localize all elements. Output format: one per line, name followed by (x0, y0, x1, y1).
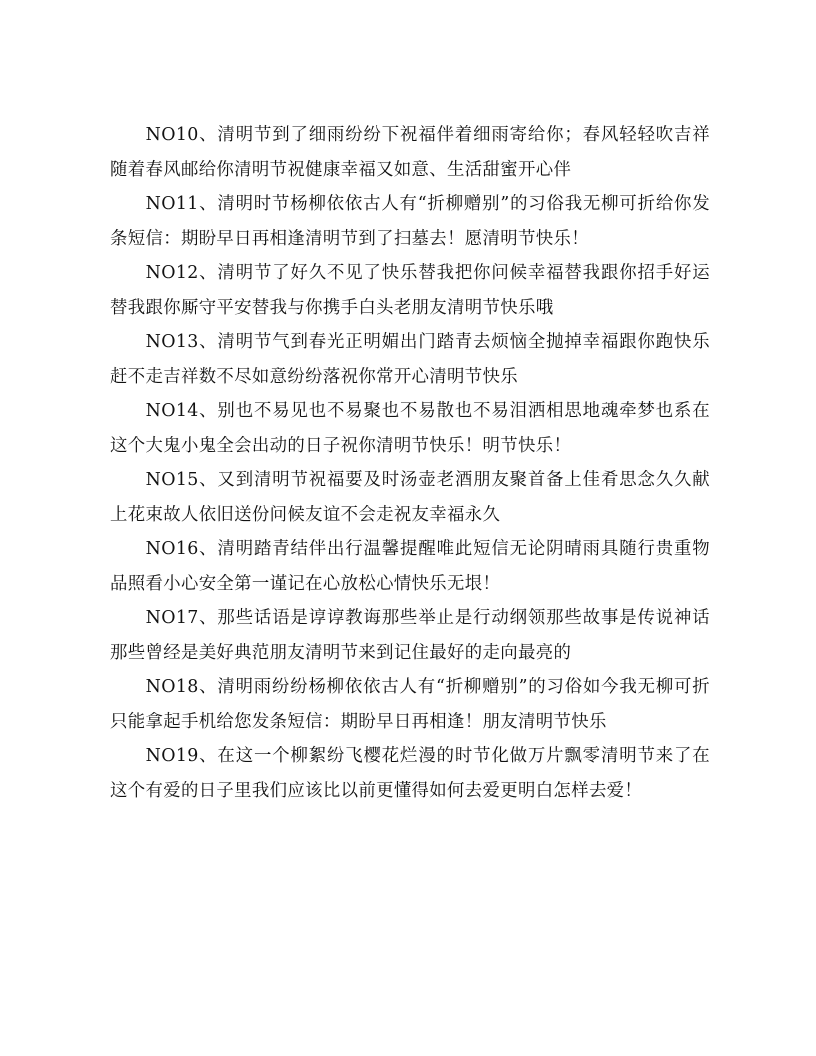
paragraph-no12: NO12、清明节了好久不见了快乐替我把你问候幸福替我跟你招手好运替我跟你厮守平安替我与你携手白头老朋友清明节快乐哦 (110, 263, 710, 318)
paragraph-no11: NO11、清明时节杨柳依依古人有“折柳赠别”的习俗我无柳可折给你发条短信：期盼早日再相逢清明节到了扫墓去！愿清明节快乐！ (110, 194, 710, 249)
paragraph-no10: NO10、清明节到了细雨纷纷下祝福伴着细雨寄给你；春风轻轻吹吉祥随着春风邮给你清明节祝健康幸福又如意、生活甜蜜开心伴 (110, 125, 710, 180)
paragraph-no18: NO18、清明雨纷纷杨柳依依古人有“折柳赠别”的习俗如今我无柳可折只能拿起手机给您发条短信：期盼早日再相逢！朋友清明节快乐 (110, 677, 710, 732)
paragraph-no16: NO16、清明踏青结伴出行温馨提醒唯此短信无论阴晴雨具随行贵重物品照看小心安全第一谨记在心放松心情快乐无垠！ (110, 539, 710, 594)
paragraph-no19: NO19、在这一个柳絮纷飞樱花烂漫的时节化做万片飘零清明节来了在这个有爱的日子里我们应该比以前更懂得如何去爱更明白怎样去爱！ (110, 746, 710, 801)
paragraph-no14: NO14、别也不易见也不易聚也不易散也不易泪洒相思地魂牵梦也系在这个大鬼小鬼全会出动的日子祝你清明节快乐！明节快乐！ (110, 401, 710, 456)
document-body (110, 118, 710, 808)
paragraph-no13: NO13、清明节气到春光正明媚出门踏青去烦恼全抛掉幸福跟你跑快乐赶不走吉祥数不尽如意纷纷落祝你常开心清明节快乐 (110, 332, 710, 387)
paragraph-no17: NO17、那些话语是谆谆教诲那些举止是行动纲领那些故事是传说神话那些曾经是美好典范朋友清明节来到记住最好的走向最亮的 (110, 608, 710, 663)
paragraph-no15: NO15、又到清明节祝福要及时汤壶老酒朋友聚首备上佳肴思念久久献上花束故人依旧送份问候友谊不会走祝友幸福永久 (110, 470, 710, 525)
